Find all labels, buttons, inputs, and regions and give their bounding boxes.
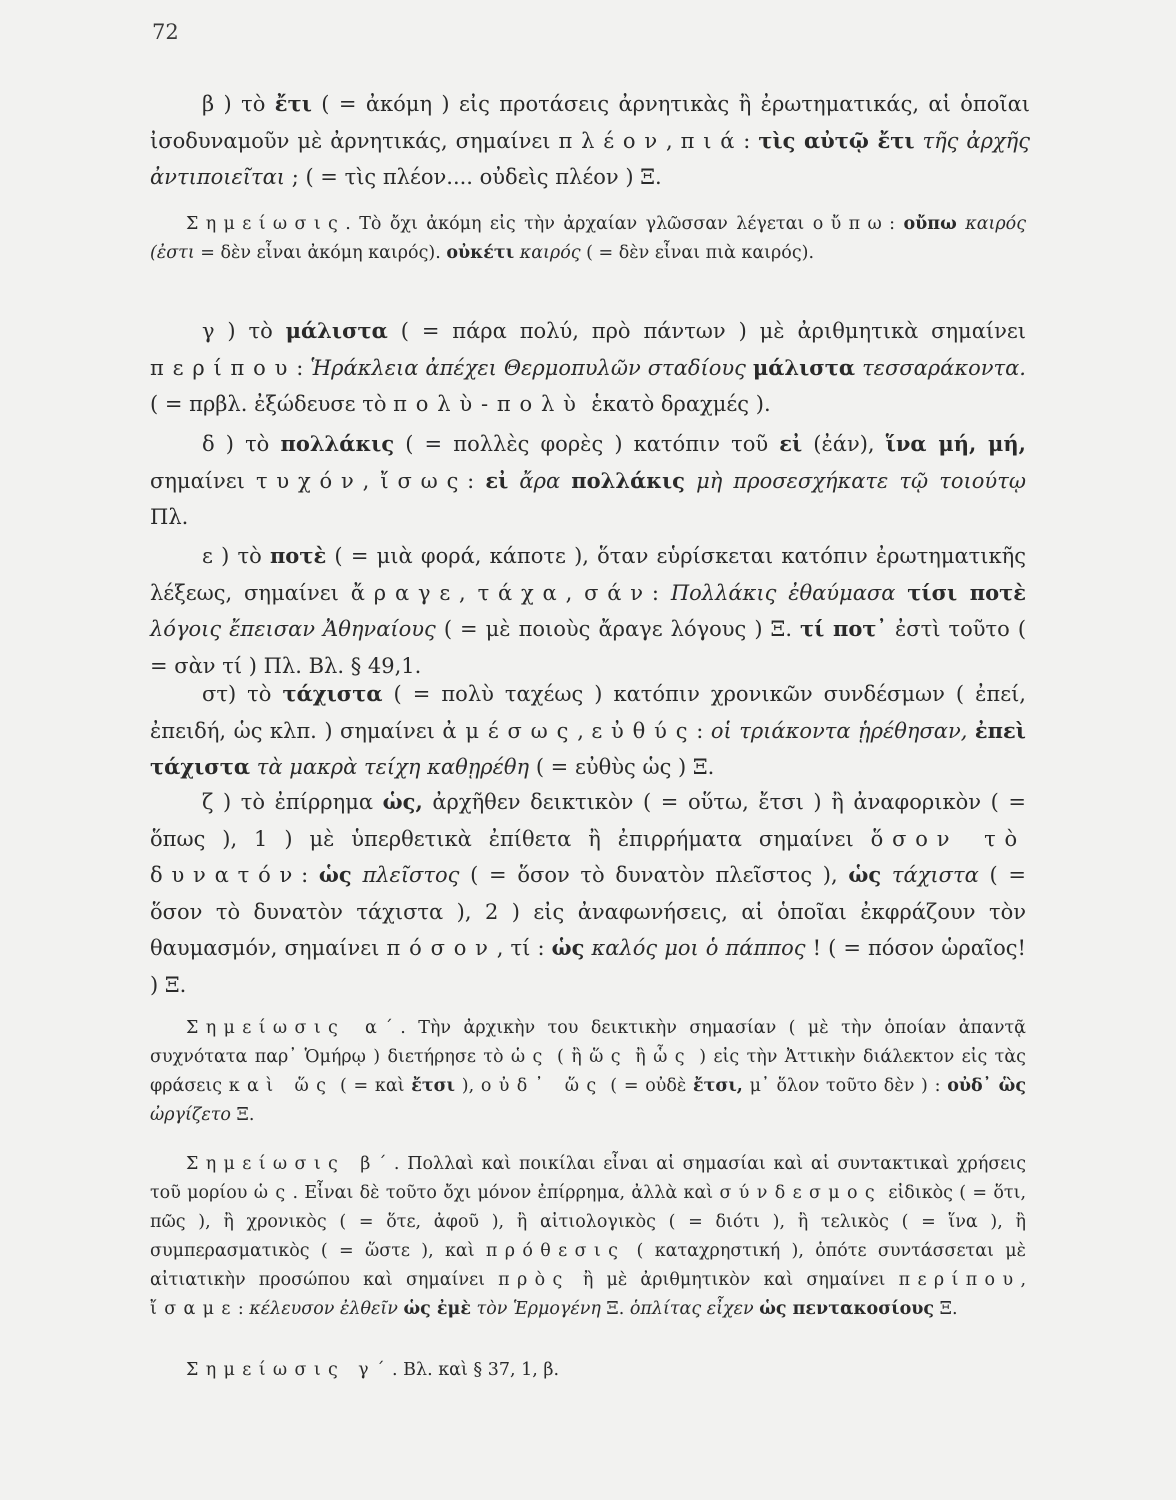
text-run: ( = ὅσον τὸ δυνατὸν πλεῖστος ), — [459, 863, 849, 887]
text-run — [508, 469, 519, 493]
text-run: οὐκέτι — [446, 243, 515, 263]
text-run: ( = πρβλ. ἐξώδευσε τὸ — [150, 392, 394, 416]
text-run: ἢ μὲ ἀριθμητικὸν καὶ σημαίνει — [569, 1270, 899, 1290]
text-run: οὔπω — [812, 214, 890, 234]
text-run: ( = καὶ — [333, 1076, 412, 1096]
note-c — [150, 1356, 1026, 1385]
text-run: πολλάκις — [280, 431, 395, 456]
text-run: ὡς — [253, 1183, 293, 1203]
text-run — [685, 469, 696, 493]
text-run: Ξ. — [934, 1299, 958, 1319]
text-run: : — [237, 1299, 250, 1319]
text-run: Πλ. — [150, 505, 189, 529]
text-run: στ) τὸ — [202, 682, 283, 706]
text-run: ε ) τὸ — [202, 544, 270, 568]
text-run: ὡς, — [382, 789, 423, 814]
text-run: τῆς ἀρχῆς ἀντιποιεῖται — [150, 128, 1030, 189]
text-run: ( = πολλὲς φορὲς ) κατόπιν τοῦ — [394, 432, 780, 456]
text-run: οὔπω — [903, 214, 957, 234]
text-run: ὡς — [848, 862, 882, 887]
text-run: ἔτσι, — [693, 1076, 743, 1096]
text-run: ), — [455, 1076, 481, 1096]
text-run: ; ( = τὶς πλέον.... οὐδεὶς πλέον ) Ξ. — [285, 165, 662, 189]
text-run: εἰ — [485, 467, 509, 493]
text-run: , — [665, 128, 681, 153]
text-run: ἔτσι — [411, 1076, 456, 1096]
text-run: γ ) τὸ — [202, 319, 286, 343]
text-run: μάλιστα — [285, 318, 388, 343]
text-run — [746, 356, 753, 380]
text-run: Σημείωσις β΄ — [186, 1154, 394, 1174]
text-run: καὶ ὥς — [228, 1076, 334, 1096]
text-run: : — [743, 128, 759, 153]
text-run: τάχιστα — [891, 863, 979, 887]
paragraph-st — [150, 676, 1026, 786]
text-run: εἰδικὸς ( = ὅτι, πῶς ), ἢ χρονικὸς ( = ὅτε, ἀφοῦ ), ἢ αἰτιολογικὸς ( = διότι ), ἢ τελικὸς ( = ἵνα ), ἢ συμπερασματικὸς ( = ὥστε ), καὶ — [150, 1183, 1027, 1261]
text-run: ( = πάρα πολύ, πρὸ πάντων ) μὲ ἀριθμητικὰ σημαίνει — [387, 319, 1026, 343]
text-run: ἑκατὸ δραχμές ). — [584, 392, 771, 416]
text-run: εἰ — [779, 431, 803, 456]
text-run: ( = πολὺ ταχέως ) κατόπιν χρονικῶν συνδέσμων ( ἐπεί, ἐπειδή, ὡς κλπ. ) σημαίνει — [150, 682, 1026, 743]
text-run: . Τὸ ὄχι ἀκόμη εἰς τὴν ἀρχαίαν γλῶσσαν λέγεται — [345, 214, 813, 234]
text-run: ὡς ἐμὲ — [403, 1299, 471, 1319]
text-run: ( = ἀκόμη ) εἰς προτάσεις ἀρνητικὰς ἢ ἐρωτηματικάς, αἱ ὁποῖαι ἰσοδυναμοῦν μὲ ἀρνητικάς, σημαίνει — [150, 92, 1030, 153]
text-run — [560, 469, 571, 493]
text-run: ( = δὲν εἶναι πιὰ καιρός). — [580, 243, 815, 263]
paragraph-zeta — [150, 784, 1026, 1003]
note-beta — [150, 210, 1026, 268]
page-number: 72 — [152, 20, 179, 44]
text-run: ( = ὅσον τὸ δυνατὸν τάχιστα ), 2 ) εἰς ἀναφωνήσεις, αἱ ὁποῖαι ἐκφράζουν τὸν θαυμασμόν, σημαίνει — [150, 863, 1027, 960]
text-run: Ἡράκλεια ἀπέχει Θερμοπυλῶν σταδίους — [310, 355, 746, 380]
text-run: : — [467, 468, 486, 493]
text-run: πλέον — [558, 128, 666, 153]
text-run: πρόθεσις — [485, 1241, 626, 1261]
text-run: τεσσαράκοντα. — [862, 355, 1026, 380]
text-run: : — [889, 214, 904, 234]
text-run: ὅσον τὸ δυνατόν — [150, 826, 1026, 887]
text-run: μ᾽ ὅλον τοῦτο δὲν ) : — [742, 1076, 948, 1096]
text-run: σημαίνει — [150, 468, 256, 493]
paragraph-beta — [150, 86, 1030, 196]
text-run: ἔτι — [274, 91, 312, 116]
text-run — [967, 719, 974, 743]
text-run: . Τὴν ἀρχικὴν του δεικτικὴν σημασίαν ( μὲ τὴν ὁποίαν ἀπαντᾷ συχνότατα παρ᾽ Ὁμήρῳ ) διετήρησε τὸ — [150, 1018, 1026, 1067]
text-run: πρὸς — [498, 1270, 570, 1290]
text-run: ἀρχῆθεν δεικτικὸν ( = οὕτω, ἔτσι ) ἢ ἀναφορικὸν ( = ὅπως ), 1 ) μὲ ὑπερθετικὰ ἐπίθετα ἢ ἐπιρρήματα σημαίνει — [150, 790, 1026, 851]
text-run: τὸν Ἑρμογένη — [476, 1299, 601, 1319]
text-run: τάχα — [477, 580, 566, 605]
text-run: εὐθύς — [591, 718, 697, 743]
text-run: καιρός (ἐστι — [150, 214, 1026, 263]
text-run — [855, 356, 862, 380]
text-run: . Εἶναι δὲ τοῦτο ὄχι μόνον ἐπίρρημα, ἀλλὰ καὶ — [292, 1183, 720, 1203]
text-run: Ξ. — [230, 1105, 255, 1125]
text-run: ὡς — [318, 862, 352, 887]
text-run: . Βλ. καὶ § 37, 1, β. — [392, 1360, 560, 1380]
text-run: : — [696, 718, 711, 743]
text-run: τὶς αὐτῷ ἔτι — [758, 127, 915, 153]
text-run: = δὲν εἶναι ἀκόμη καιρός). — [194, 243, 447, 263]
text-run — [957, 214, 965, 234]
text-run: ὁπλίτας εἶχεν — [629, 1299, 754, 1319]
text-run — [895, 581, 907, 605]
text-run: , τί : — [496, 936, 552, 960]
text-run: ( ἢ — [549, 1047, 590, 1067]
text-run: καιρός — [519, 243, 581, 263]
text-run: β ) τὸ — [202, 92, 275, 116]
text-run: ! ( = πόσον ὡραῖος! ) Ξ. — [150, 936, 1026, 997]
text-run — [250, 755, 257, 779]
text-run: ἐστὶ τοῦτο ( = σὰν τί ) Πλ. Βλ. § 49,1. — [150, 617, 1027, 678]
text-run: περίπου — [898, 1270, 1021, 1290]
text-run: : — [296, 355, 311, 380]
text-run: . Πολλαὶ καὶ ποικίλαι εἶναι αἱ σημασίαι καὶ αἱ συντακτικαὶ χρήσεις τοῦ μορίου — [150, 1154, 1026, 1203]
text-run: μάλιστα — [752, 354, 856, 380]
text-run: ποτὲ — [269, 543, 327, 568]
text-run: Σημείωσις γ΄ — [186, 1360, 393, 1380]
text-run: οὐδ᾽ ὥς — [480, 1076, 604, 1096]
text-run: Σημείωσις α΄ — [186, 1018, 401, 1038]
text-run: πόσον — [386, 936, 497, 960]
text-run: ἵνα μή, μή, — [885, 431, 1026, 456]
text-run: , — [459, 580, 478, 605]
text-run: πολλάκις — [571, 467, 685, 493]
text-run: πλεῖστος — [362, 863, 460, 887]
text-run: Πολλάκις ἐθαύμασα — [670, 580, 896, 605]
text-run: Σημείωσις — [186, 214, 346, 234]
text-run: ἀμέσως — [442, 718, 578, 743]
text-run: σύνδεσμος — [719, 1183, 883, 1203]
text-run: οἱ τριάκοντα ᾑρέθησαν, — [710, 718, 968, 743]
note-b — [150, 1150, 1026, 1324]
text-run: ὠργίζετο — [150, 1105, 231, 1125]
text-run: πιά — [680, 128, 744, 153]
text-run: τυχόν — [255, 468, 363, 493]
text-run: μὴ προσεσχήκατε τῷ τοιούτῳ — [696, 468, 1026, 493]
text-run: ( = μὲ ποιοὺς ἄραγε λόγους ) Ξ. — [435, 617, 801, 641]
text-run: , — [577, 718, 592, 743]
text-run: ὡς πεντακοσίους — [759, 1299, 935, 1319]
paragraph-epsilon — [150, 538, 1026, 684]
text-run: σάν — [584, 580, 652, 605]
text-run: ἢ — [627, 1047, 654, 1067]
text-run — [881, 863, 892, 887]
text-run: , — [1020, 1270, 1027, 1290]
text-run: ἐπεὶ τάχιστα — [150, 717, 1026, 779]
text-run — [352, 863, 363, 887]
text-run: κέλευσον ἐλθεῖν — [249, 1299, 398, 1319]
text-run: πολὺ-πολὺ — [393, 392, 585, 416]
text-run: ( καταχρηστική ), ὁπότε συντάσσεται μὲ αἰτιατικὴν προσώπου καὶ σημαίνει — [150, 1241, 1026, 1290]
text-run: τὰ μακρὰ τείχη καθῃρέθη — [256, 755, 530, 779]
text-run: (ἐάν), — [802, 432, 886, 456]
text-run: ( = οὐδὲ — [603, 1076, 694, 1096]
paragraph-gamma — [150, 313, 1026, 423]
text-run: τάχιστα — [282, 681, 383, 706]
text-run: , — [362, 468, 381, 493]
text-run: ( = εὐθὺς ὡς ) Ξ. — [529, 755, 715, 779]
text-run: , — [565, 580, 585, 605]
text-run: ὡς — [510, 1047, 550, 1067]
text-run: τίσι ποτὲ — [907, 579, 1026, 605]
text-run: ἴσως — [380, 468, 468, 493]
text-run: : — [651, 580, 671, 605]
text-run: ἄραγε — [350, 580, 460, 605]
text-run: λόγοις ἔπεισαν Ἀθηναίους — [150, 617, 436, 641]
text-run: καλός μοι ὁ πάππος — [591, 936, 806, 960]
text-run: περίπου — [150, 355, 297, 380]
note-a — [150, 1014, 1026, 1130]
text-run: ζ ) τὸ ἐπίρρημα — [202, 790, 383, 814]
text-run: ) εἰς τὴν Ἀττικὴν διάλεκτον εἰς τὰς φράσεις — [150, 1047, 1026, 1096]
paragraph-delta — [150, 426, 1026, 536]
text-run: ὥς — [589, 1047, 628, 1067]
text-run: τί ποτ᾽ — [800, 616, 887, 641]
text-run: ἄρα — [519, 468, 561, 493]
text-run: : — [301, 863, 319, 887]
text-run: οὐδ᾽ ὣς — [947, 1076, 1027, 1096]
text-run: ὧς — [653, 1047, 692, 1067]
text-run: Ξ. — [600, 1299, 630, 1319]
text-run: ( = μιὰ φορά, κάποτε ), ὅταν εὑρίσκεται κατόπιν ἐρωτηματικῆς λέξεως, σημαίνει — [150, 544, 1027, 605]
text-run: ὡς — [551, 935, 585, 960]
text-run: δ ) τὸ — [202, 432, 281, 456]
text-run: ἴσαμε — [150, 1299, 238, 1319]
